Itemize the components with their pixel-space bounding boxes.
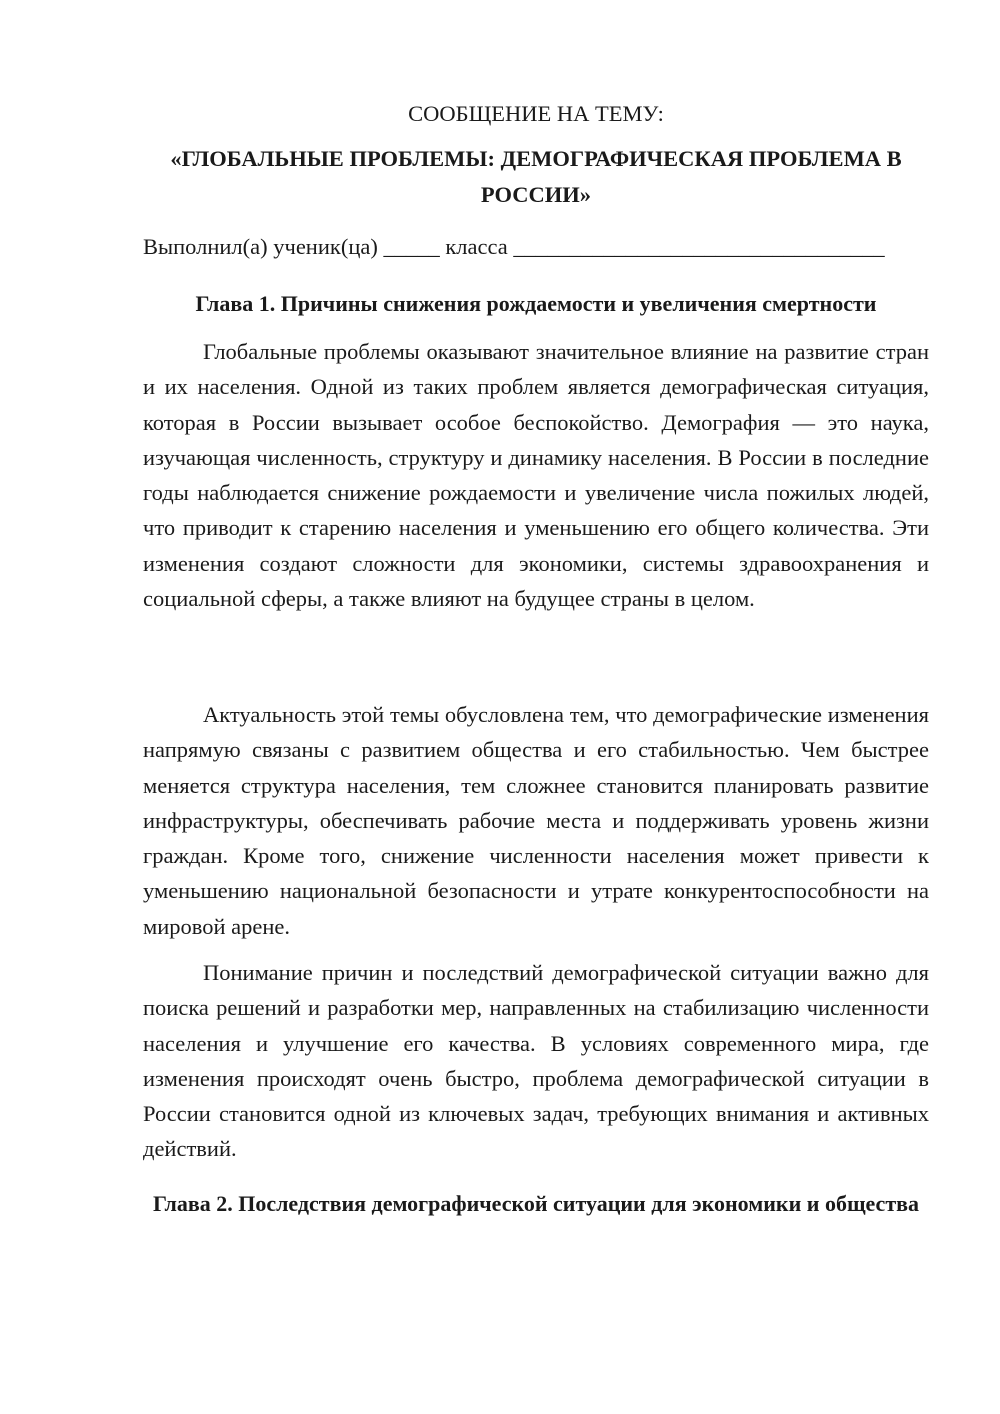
chapter-1-paragraph-2: Актуальность этой темы обусловлена тем, что демографические изменения напрямую связаны с развитием общества и его стабильностью. Чем быстрее меняется структура населения, тем сложнее становится планировать развитие инфраструктуры, обеспечивать рабочие места и поддерживать уровень жизни граждан. Кроме того, снижение численности населения может привести к уменьшению национальной безопасности и утрате конкурентоспособности на мировой арене.: [143, 702, 929, 939]
chapter-1-paragraph-3: Понимание причин и последствий демографической ситуации важно для поиска решений и разработки мер, направленных на стабилизацию численности населения и улучшение его качества. В условиях современного мира, где изменения происходят очень быстро, проблема демографической ситуации в России становится одной из ключевых задач, требующих внимания и активных действий.: [143, 960, 929, 1162]
chapter-1-heading: Глава 1. Причины снижения рождаемости и увеличения смертности: [195, 291, 877, 316]
chapter-2-heading: Глава 2. Последствия демографической ситуации для экономики и общества: [152, 1191, 920, 1216]
document-type-line: СООБЩЕНИЕ НА ТЕМУ:: [408, 101, 664, 126]
author-line: Выполнил(а) ученик(ца) _____ класса _________________________________: [143, 234, 885, 259]
chapter-1-paragraph-1: Глобальные проблемы оказывают значительное влияние на развитие стран и их населения. Одной из таких проблем является демографическая ситуация, которая в России вызывает особое беспокойство. Демография — это наука, изучающая численность, структуру и динамику населения. В России в последние годы наблюдается снижение рождаемости и увеличение числа пожилых людей, что приводит к старению населения и уменьшению его общего количества. Эти изменения создают сложности для экономики, системы здравоохранения и социальной сферы, а также влияют на будущее страны в целом.: [143, 339, 929, 612]
document-title: «ГЛОБАЛЬНЫЕ ПРОБЛЕМЫ: ДЕМОГРАФИЧЕСКАЯ ПРОБЛЕМА В РОССИИ»: [170, 146, 902, 207]
